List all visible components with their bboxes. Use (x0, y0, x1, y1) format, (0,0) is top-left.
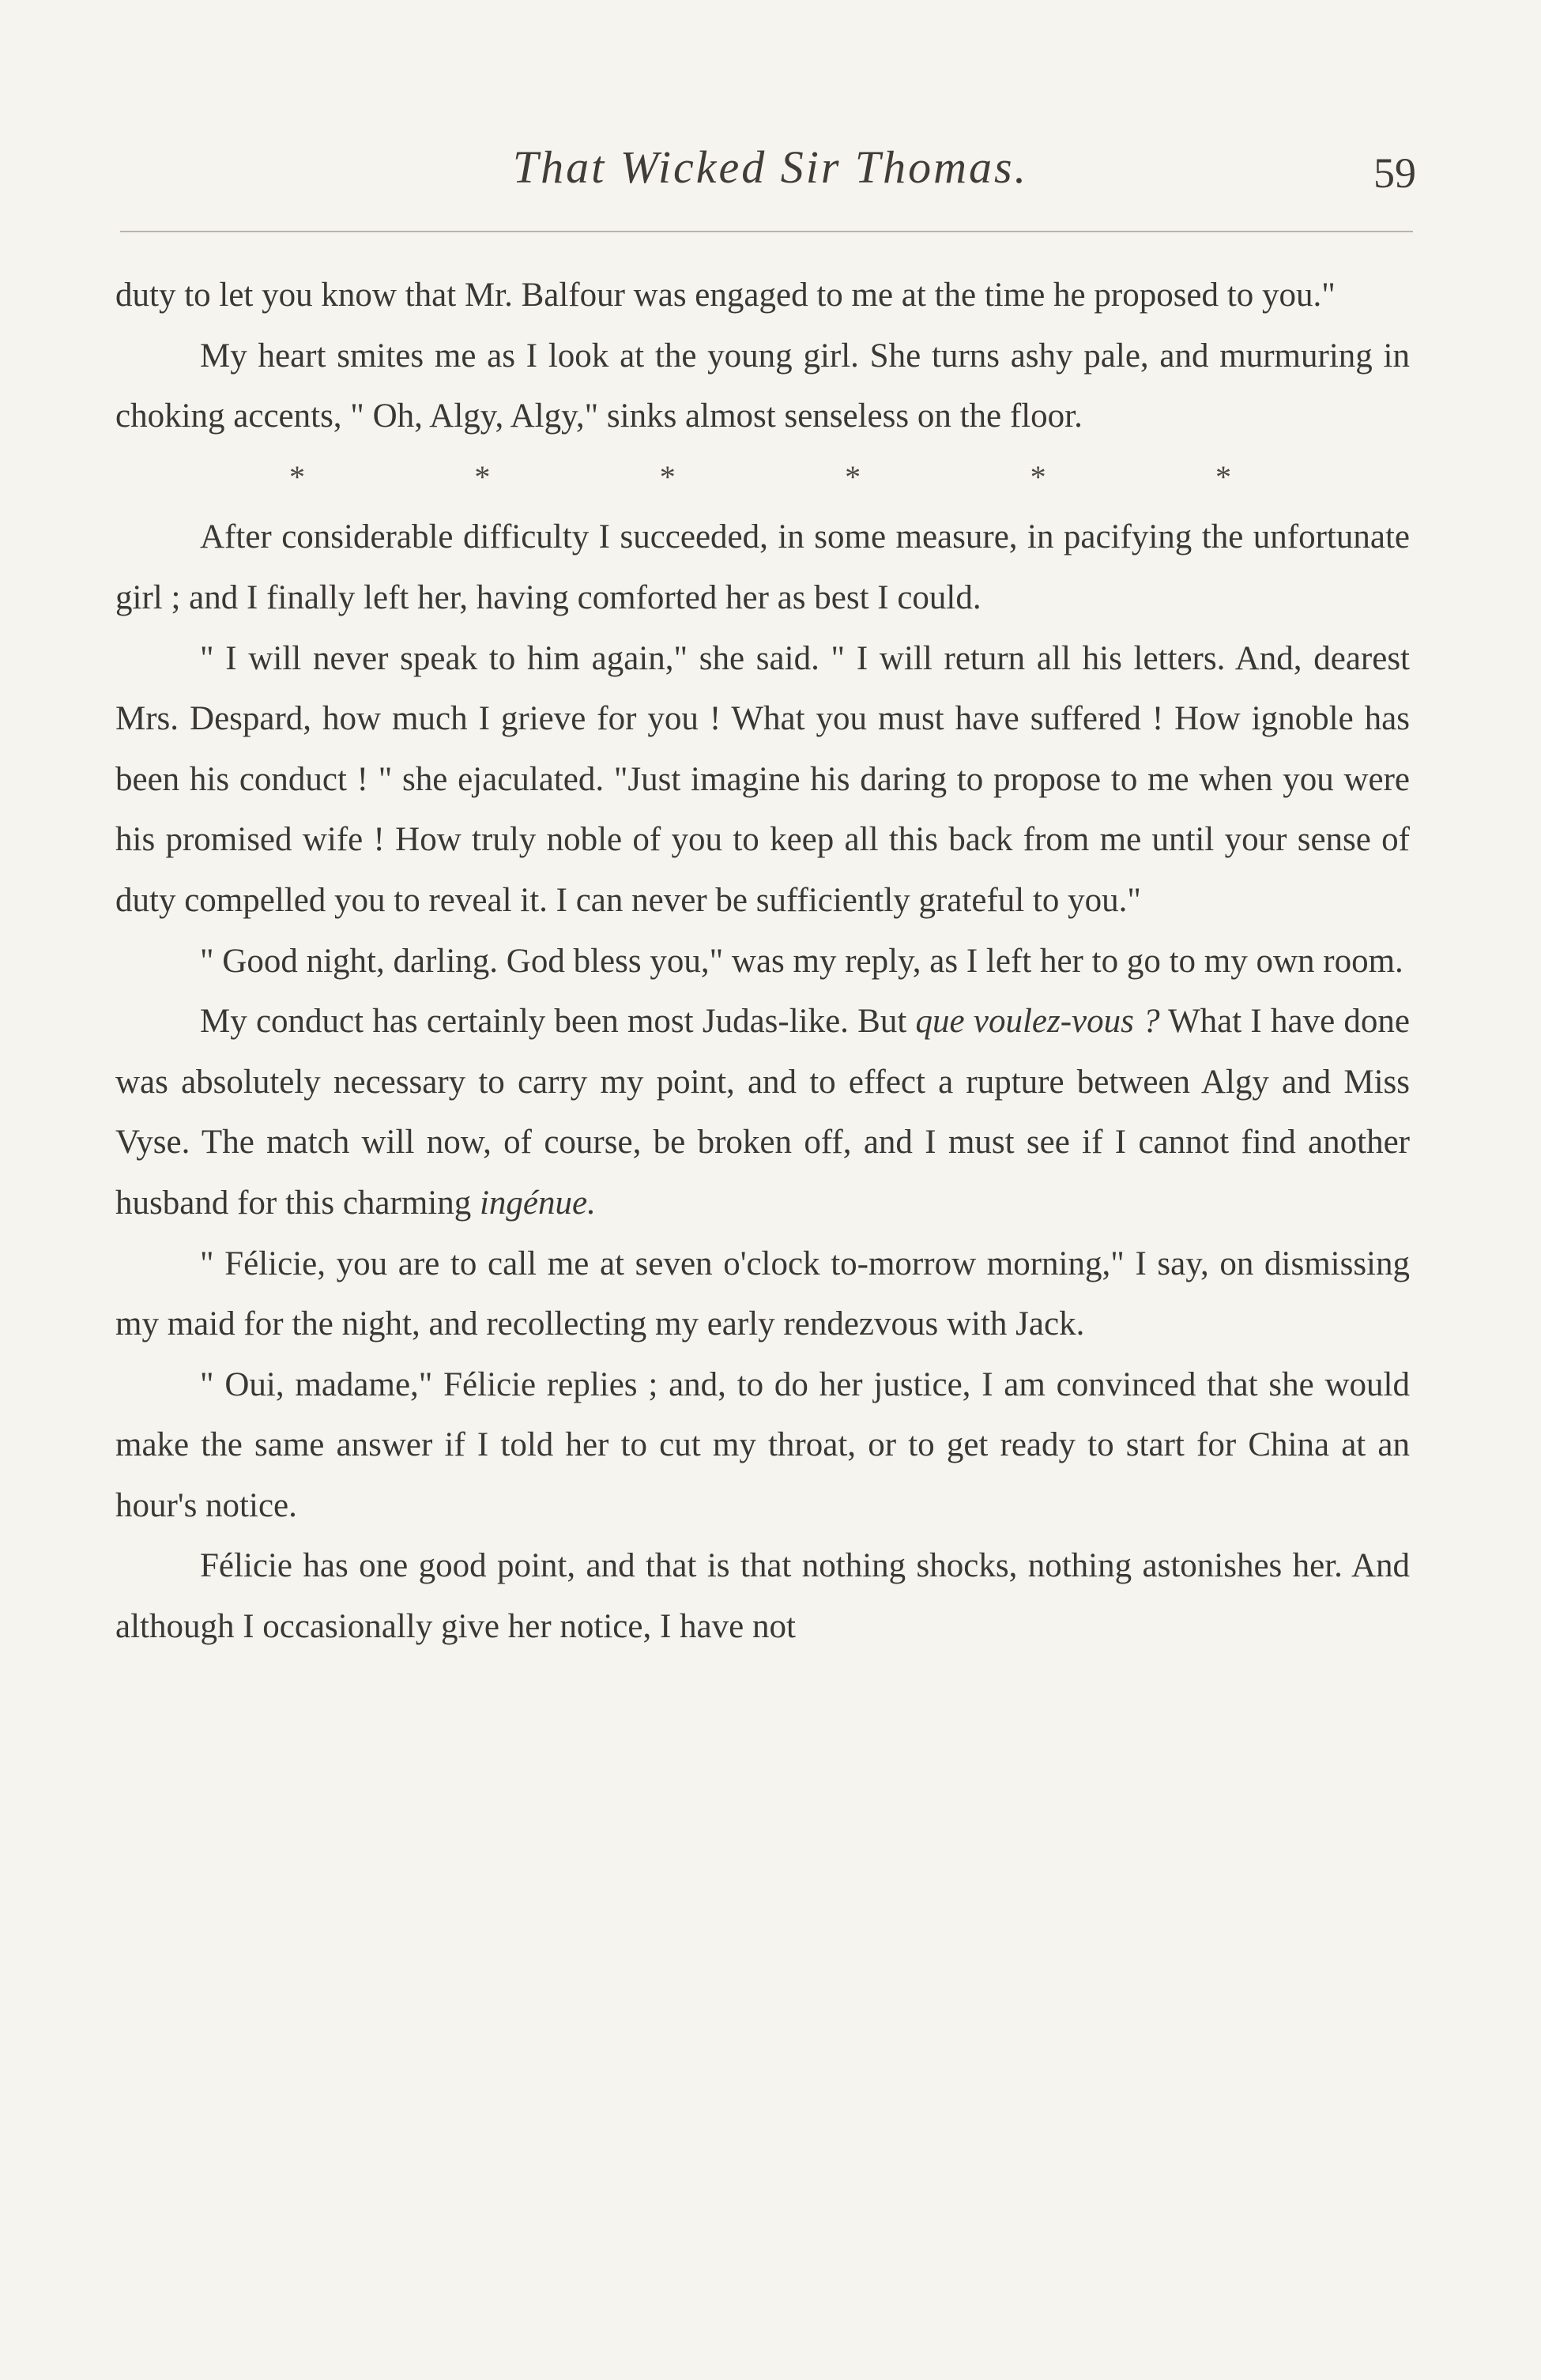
italic-phrase: que voulez-vous ? (915, 1003, 1160, 1041)
paragraph-7: " Félicie, you are to call me at seven o'clock to-morrow morning," I say, on dismissing my maid for the night, and recollecting my early rendezvous with Jack. (115, 1245, 1410, 1343)
paragraph-8: " Oui, madame," Félicie replies ; and, to do her justice, I am convinced that she would make the same answer if I told her to cut my throat, or to get ready to start for China at an hour's notice. (115, 1365, 1410, 1524)
paragraph-1: duty to let you know that Mr. Balfour was engaged to me at the time he proposed to you." (115, 277, 1336, 314)
paragraph-3: After considerable difficulty I succeeded, in some measure, in pacifying the unfortunate girl ; and I finally left her, having comforted her as best I could. (115, 518, 1410, 616)
paragraph-6-text: My conduct has certainly been most Judas-like. But (200, 1003, 916, 1041)
paragraph-2: My heart smites me as I look at the young girl. She turns ashy pale, and murmuring in choking accents, " Oh, Algy, Algy," sinks almost senseless on the floor. (115, 337, 1410, 435)
paragraph-6 (115, 992, 1410, 1233)
body-text (115, 265, 1410, 1658)
page-number: 59 (1373, 149, 1416, 197)
section-break (115, 447, 1410, 508)
header-rule (120, 231, 1413, 232)
paragraph-5: " Good night, darling. God bless you," was my reply, as I left her to go to my own room. (200, 942, 1403, 980)
running-title: That Wicked Sir Thomas. (512, 141, 1029, 193)
paragraph-9: Félicie has one good point, and that is that nothing shocks, nothing astonishes her. And although I occasionally give her notice, I have not (115, 1547, 1410, 1646)
asterisk-mark: * (845, 458, 861, 495)
asterisk-mark: * (659, 458, 676, 495)
asterisk-mark: * (1030, 458, 1046, 495)
paragraph-4: " I will never speak to him again," she said. " I will return all his letters. And, dearest Mrs. Despard, how much I grieve for you ! What you must have suffered ! How ignoble has been his conduct ! " she ejaculated. "Just imagine his daring to propose to me when you were his promised wife ! How truly noble of you to keep all this back from me until your sense of duty compelled you to reveal it. I can never be sufficiently grateful to you." (115, 639, 1410, 919)
asterisk-mark: * (1215, 458, 1231, 495)
paragraph-6-text-continued: What I have done was absolutely necessary to carry my point, and to effect a rupture between Algy and Miss Vyse. The match will now, of course, be broken off, and I must see if I cannot find another husband for this charming (115, 1003, 1410, 1222)
italic-word: ingénue. (479, 1184, 596, 1222)
page-header (0, 134, 1541, 221)
asterisk-mark: * (289, 458, 305, 495)
asterisk-mark: * (474, 458, 491, 495)
